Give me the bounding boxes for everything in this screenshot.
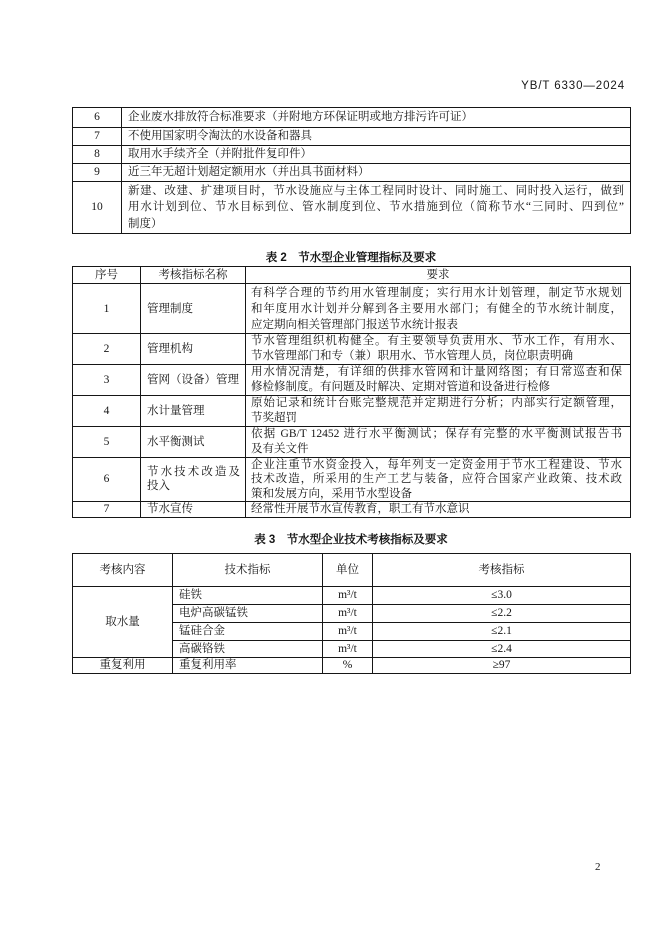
header-unit: 单位 — [323, 554, 373, 587]
indicator-name — [141, 365, 246, 396]
table-row — [73, 164, 631, 182]
requirement-line: 和年度用水计划并分解到各主要用水部门；有健全的节水统计制度， — [251, 302, 622, 315]
technical-indicator: 重复利用率 — [173, 658, 323, 674]
requirement-line: 取用水手续齐全（并附批件复印件） — [128, 148, 312, 161]
requirement-line: 制度） — [128, 217, 163, 230]
row-requirement — [122, 164, 631, 182]
header-assessment-target: 考核指标 — [373, 554, 631, 587]
indicator-name — [141, 334, 246, 365]
requirement — [246, 501, 631, 517]
assessment-target: ≤3.0 — [373, 587, 631, 605]
requirement-line: 经常性开展节水宣传教育，职工有节水意识 — [251, 502, 470, 515]
table-header-row — [73, 554, 631, 587]
header-number: 序号 — [73, 267, 141, 284]
header-assessment-content: 考核内容 — [73, 554, 173, 587]
row-number: 1 — [73, 284, 141, 334]
assessment-target: ≤2.1 — [373, 623, 631, 641]
indicator-name — [141, 501, 246, 517]
requirement-line: 应定期向相关管理部门报送节水统计报表 — [251, 318, 458, 331]
table-row — [73, 587, 631, 605]
row-number: 5 — [73, 427, 141, 458]
requirement-line: 近三年无超计划超定额用水（并出具书面材料） — [128, 166, 370, 179]
requirement-line: 用水计划到位、节水目标到位、管水制度到位、节水措施到位（简称节水“三同时、四到位” — [128, 201, 624, 214]
unit: m³/t — [323, 641, 373, 658]
indicator-name-line: 管网（设备）管理 — [147, 373, 239, 386]
table-2-caption: 表 2 节水型企业管理指标及要求 — [265, 252, 437, 264]
indicator-name — [141, 284, 246, 334]
table-row — [73, 658, 631, 674]
technical-indicator: 锰硅合金 — [173, 623, 323, 641]
row-number: 10 — [73, 182, 122, 234]
indicator-name-line: 节水技术改造及 — [147, 466, 240, 479]
header-requirement: 要求 — [246, 267, 631, 284]
requirement-line: 不使用国家明令淘汰的水设备和器具 — [128, 130, 312, 143]
row-number: 7 — [73, 501, 141, 517]
row-number: 6 — [73, 108, 122, 128]
row-requirement — [122, 182, 631, 234]
requirement-line: 用水情况清楚，有详细的供排水管网和计量网络图；有日常巡查和保 — [251, 366, 622, 378]
row-number: 2 — [73, 334, 141, 365]
requirement-line: 修检修制度。有问题及时解决、定期对管道和设备进行检修 — [251, 381, 550, 393]
table-row — [73, 284, 631, 334]
indicator-name-line: 管理制度 — [147, 302, 193, 315]
table-row — [73, 365, 631, 396]
table-row — [73, 182, 631, 234]
requirement — [246, 334, 631, 365]
requirement-line: 节水管理部门和专（兼）职用水、节水管理人员，岗位职责明确 — [251, 350, 573, 362]
assessment-target: ≤2.2 — [373, 605, 631, 623]
table-row — [73, 427, 631, 458]
table-row — [73, 396, 631, 427]
requirement-line: 有科学合理的节约用水管理制度；实行用水计划管理，制定节水规划 — [251, 286, 622, 299]
row-number: 9 — [73, 164, 122, 182]
requirement-line: 节奖超罚 — [251, 412, 297, 424]
table-header-row — [73, 267, 631, 284]
requirement — [246, 284, 631, 334]
table-3-caption: 表 3 节水型企业技术考核指标及要求 — [254, 534, 448, 546]
table-row — [73, 146, 631, 164]
technical-indicator: 硅铁 — [173, 587, 323, 605]
row-number: 7 — [73, 128, 122, 146]
requirement-line: 及有关文件 — [251, 443, 309, 455]
table-1-continued — [72, 107, 631, 234]
page-number: 2 — [595, 861, 601, 873]
header-indicator-name: 考核指标名称 — [141, 267, 246, 284]
row-number: 4 — [73, 396, 141, 427]
assessment-target: ≥97 — [373, 658, 631, 674]
requirement-line: 企业注重节水资金投入，每年列支一定资金用于节水工程建设、节水 — [251, 459, 622, 471]
requirement-line: 依据 GB/T 12452 进行水平衡测试；保存有完整的水平衡测试报告书 — [251, 428, 622, 440]
unit: m³/t — [323, 623, 373, 641]
requirement — [246, 365, 631, 396]
header-technical-indicator: 技术指标 — [173, 554, 323, 587]
row-number: 8 — [73, 146, 122, 164]
indicator-name — [141, 458, 246, 502]
table-3-technical-indicators — [72, 553, 631, 674]
indicator-name-line: 投入 — [147, 480, 170, 493]
requirement — [246, 396, 631, 427]
row-number: 6 — [73, 458, 141, 502]
unit: % — [323, 658, 373, 674]
table-row — [73, 334, 631, 365]
requirement — [246, 458, 631, 502]
indicator-name — [141, 427, 246, 458]
indicator-name-line: 管理机构 — [147, 342, 193, 355]
requirement-line: 新建、改建、扩建项目时，节水设施应与主体工程同时设计、同时施工、同时投入运行，做到 — [128, 184, 624, 197]
table-2-management-indicators — [72, 266, 631, 518]
unit: m³/t — [323, 587, 373, 605]
indicator-name-line: 节水宣传 — [147, 502, 193, 515]
indicator-name-line: 水计量管理 — [147, 404, 205, 417]
technical-indicator: 电炉高碳锰铁 — [173, 605, 323, 623]
table-row — [73, 108, 631, 128]
assessment-content: 重复利用 — [73, 658, 173, 674]
row-requirement — [122, 108, 631, 128]
table-row — [73, 458, 631, 502]
table-row — [73, 501, 631, 517]
row-number: 3 — [73, 365, 141, 396]
requirement-line: 节水管理组织机构健全。有主要领导负责用水、节水工作，有用水、 — [251, 335, 622, 347]
requirement — [246, 427, 631, 458]
indicator-name-line: 水平衡测试 — [147, 435, 205, 448]
assessment-target: ≤2.4 — [373, 641, 631, 658]
unit: m³/t — [323, 605, 373, 623]
row-requirement — [122, 146, 631, 164]
table-row — [73, 128, 631, 146]
technical-indicator: 高碳铬铁 — [173, 641, 323, 658]
requirement-line: 原始记录和统计台账完整规范并定期进行分析；内部实行定额管理， — [251, 397, 622, 409]
requirement-line: 技术改造，所采用的生产工艺与装备，应符合国家产业政策、技术政 — [251, 473, 622, 486]
row-requirement — [122, 128, 631, 146]
standard-code-header: YB/T 6330—2024 — [521, 80, 625, 92]
requirement-line: 策和发展方向，采用节水型设备 — [251, 487, 412, 500]
indicator-name — [141, 396, 246, 427]
requirement-line: 企业废水排放符合标准要求（并附地方环保证明或地方排污许可证） — [128, 111, 473, 124]
assessment-content: 取水量 — [73, 587, 173, 658]
